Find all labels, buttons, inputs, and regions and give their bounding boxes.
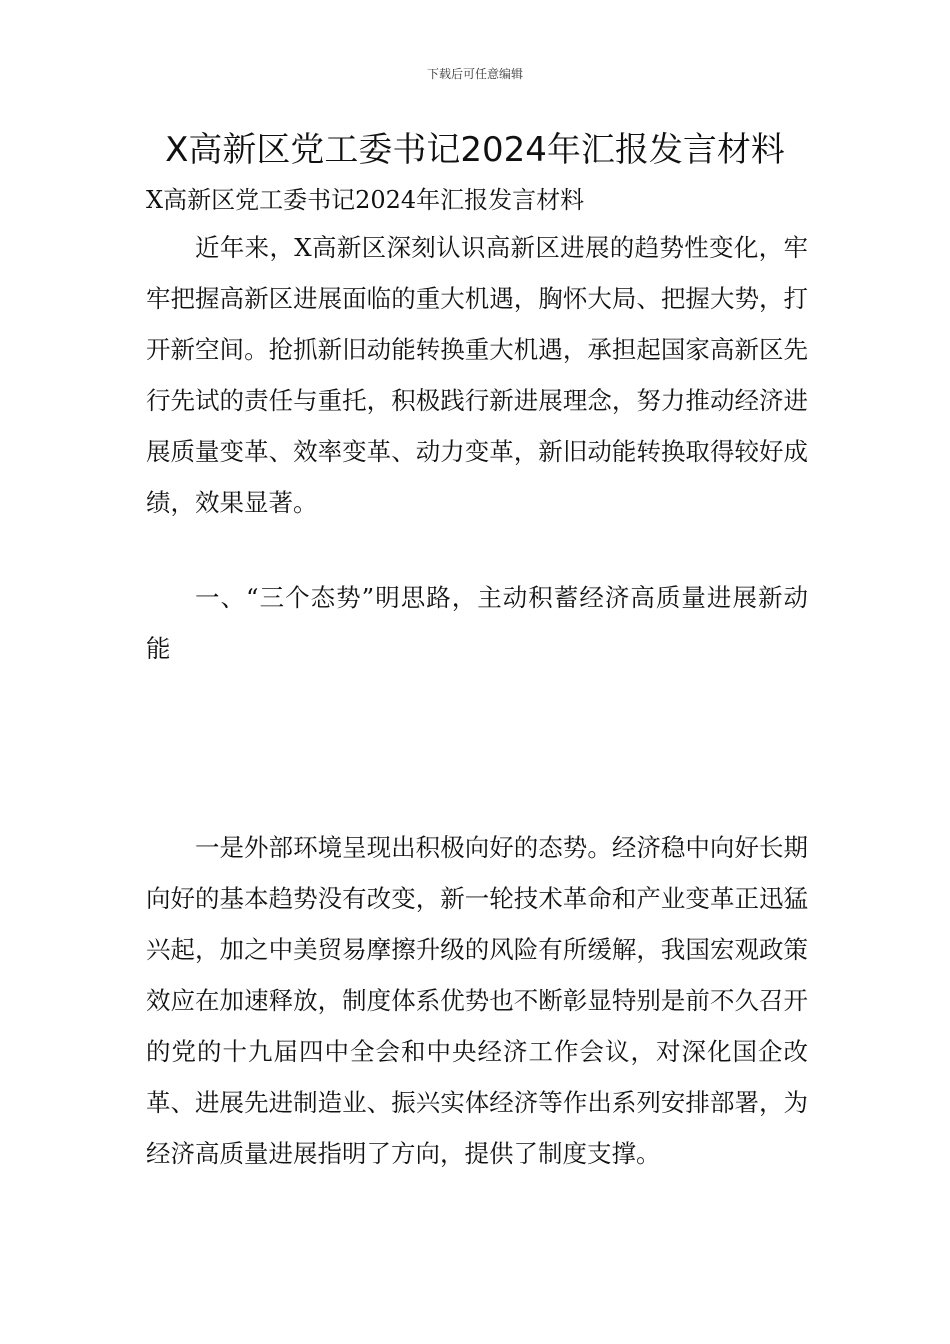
document-title: X高新区党工委书记2024年汇报发言材料 — [165, 130, 785, 170]
document-subtitle: X高新区党工委书记2024年汇报发言材料 — [146, 186, 585, 214]
paragraph-intro: 近年来，X高新区深刻认识高新区进展的趋势性变化，牢牢把握高新区进展面临的重大机遇，胸怀大局、把握大势，打开新空间。抢抓新旧动能转换重大机遇，承担起国家高新区先行先试的责任与重托，积极践行新进展理念，努力推动经济进展质量变革、效率变革、动力变革，新旧动能转换取得较好成绩，效果显著。 — [146, 233, 808, 517]
section-heading: 一、“三个态势”明思路，主动积蓄经济高质量进展新动能 — [146, 583, 808, 663]
header-note: 下载后可任意编辑 — [426, 67, 523, 81]
paragraph-external-environment: 一是外部环境呈现出积极向好的态势。经济稳中向好长期向好的基本趋势没有改变，新一轮技术革命和产业变革正迅猛兴起，加之中美贸易摩擦升级的风险有所缓解，我国宏观政策效应在加速释放，制度体系优势也不断彰显特别是前不久召开的党的十九届四中全会和中央经济工作会议，对深化国企改革、进展先进制造业、振兴实体经济等作出系列安排部署，为经济高质量进展指明了方向，提供了制度支撑。 — [146, 833, 808, 1168]
